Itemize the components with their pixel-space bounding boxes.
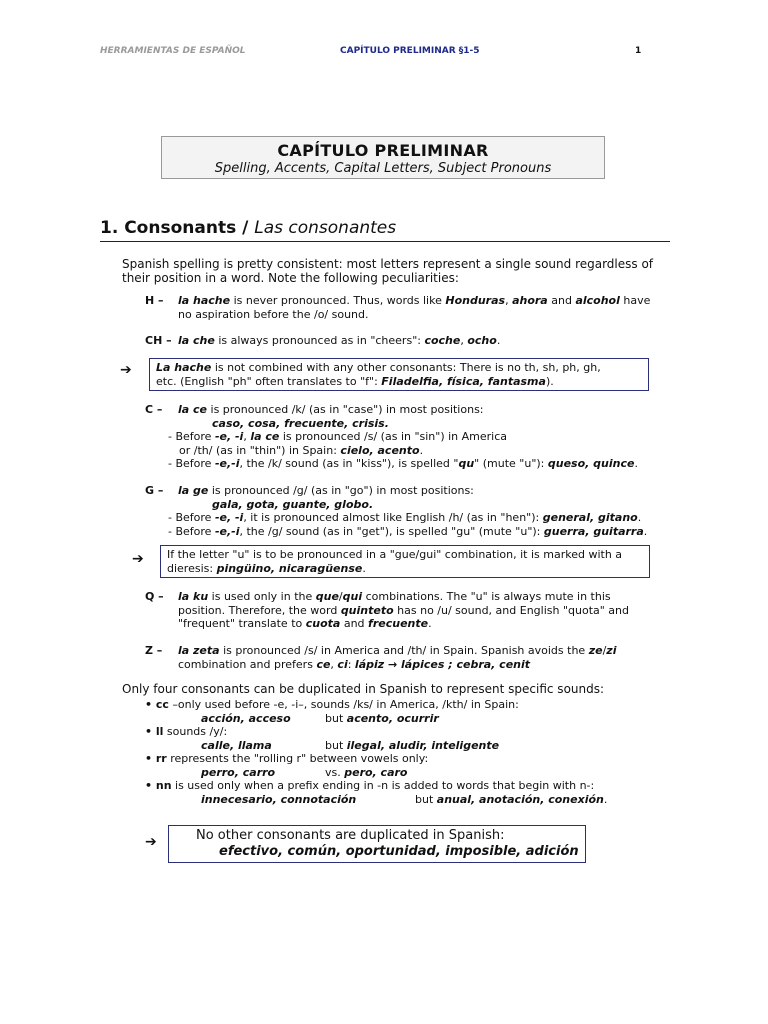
ch-text: la che is always pronounced as in "cheers": coche, ocho. bbox=[178, 334, 501, 347]
intro-paragraph: Spanish spelling is pretty consistent: most letters represent a single sound regardless of their position in a word. Note the following peculiarities: bbox=[122, 257, 654, 285]
duplicates-intro: Only four consonants can be duplicated in Spanish to represent specific sounds: bbox=[122, 682, 605, 696]
z-label: Z – bbox=[145, 644, 163, 657]
duplicates-list: • cc –only used before -e, -i–, sounds /ks/ in America, /kth/ in Spain: acción, acceso but acento, ocurrir • ll sounds /y/: calle, llama but ilegal, aludir, inteligente • rr represents the "rolling r" between vowels only: perro, carro vs. pero, caro • nn is used only when a prefix ending in -n is added to words that begin with n-: innecesario, connotación but anual, anotación, conexión. bbox=[145, 698, 608, 806]
c-text: la ce is pronounced /k/ (as in "case") in most positions: caso, cosa, frecuente, crisis. - Before -e, -i, la ce is pronounced /s/ (as in "sin") in America or /th/ (as in "thin") in Spain: cielo, acento. - Before -e,-i, the /k/ sound (as in "kiss"), is spelled "qu" (mute "u"): queso, quince. bbox=[168, 403, 638, 470]
arrow-icon: ➔ bbox=[132, 551, 144, 567]
header-left: HERRAMIENTAS DE ESPAÑOL bbox=[100, 46, 246, 56]
ch-label: CH – bbox=[145, 334, 172, 347]
arrow-icon: ➔ bbox=[120, 362, 132, 378]
q-text: la ku is used only in the que/qui combinations. The "u" is always mute in this position. Therefore, the word quinteto has no /u/ sound, and English "quota" and "frequent" translate to cuota and frecuente. bbox=[178, 590, 630, 630]
chapter-title: CAPÍTULO PRELIMINAR bbox=[277, 141, 489, 160]
note-box-dieresis: If the letter "u" is to be pronounced in a "gue/gui" combination, it is marked with a dieresis: pingüino, nicaragüense. bbox=[160, 545, 650, 578]
section-heading: 1. Consonants / Las consonantes bbox=[100, 218, 670, 242]
header-center: CAPÍTULO PRELIMINAR §1-5 bbox=[340, 46, 480, 56]
page-number: 1 bbox=[635, 46, 642, 56]
note-box-no-duplicates: No other consonants are duplicated in Spanish: efectivo, común, oportunidad, imposible, adición bbox=[168, 825, 586, 863]
title-box bbox=[161, 136, 605, 179]
g-text: la ge is pronounced /g/ (as in "go") in most positions: gala, gota, guante, globo. - Before -e, -i, it is pronounced almost like English /h/ (as in "hen"): general, gitano. - Before -e,-i, the /g/ sound (as in "get"), is spelled "gu" (mute "u"): guerra, guitarra. bbox=[168, 484, 648, 538]
chapter-subtitle: Spelling, Accents, Capital Letters, Subject Pronouns bbox=[214, 161, 552, 176]
arrow-icon: ➔ bbox=[145, 834, 157, 850]
z-text: la zeta is pronounced /s/ in America and /th/ in Spain. Spanish avoids the ze/zi combination and prefers ce, ci: lápiz → lápices ; cebra, cenit bbox=[178, 644, 617, 671]
note-box-hache: La hache is not combined with any other consonants: There is no th, sh, ph, gh, etc. (English "ph" often translates to "f": Filadelfia, física, fantasma). bbox=[149, 358, 649, 391]
c-label: C – bbox=[145, 403, 163, 416]
h-label: H – bbox=[145, 294, 164, 307]
g-label: G – bbox=[145, 484, 164, 497]
q-label: Q – bbox=[145, 590, 164, 603]
h-text: la hache is never pronounced. Thus, words like Honduras, ahora and alcohol have no aspiration before the /o/ sound. bbox=[178, 294, 651, 321]
